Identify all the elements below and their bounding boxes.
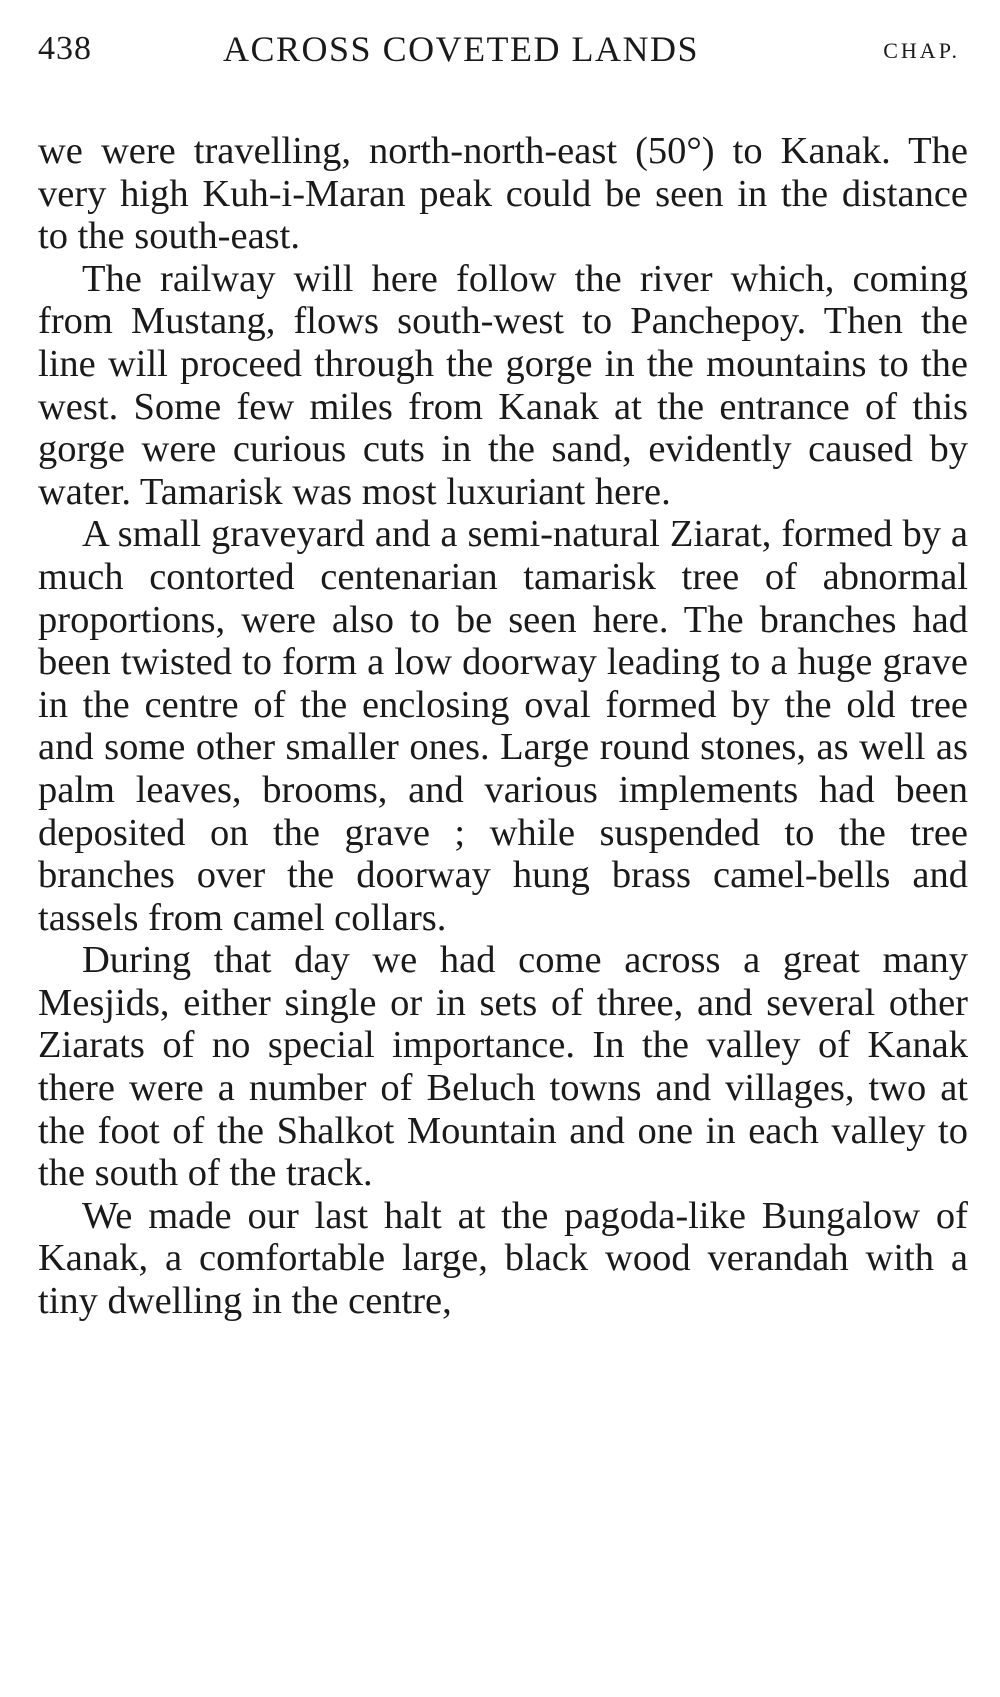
paragraph: During that day we had come across a great many Mesjids, either single or in sets of three, and several other Ziarats of no special importance. In the valley of Kanak there were a number of Beluch towns and villages, two at the foot of the Shalkot Mountain and one in each valley to the south of the track.	[38, 939, 968, 1195]
paragraph-continued: we were travelling, north-north-east (50°) to Kanak. The very high Kuh-i-Maran peak could be seen in the distance to the south-east.	[38, 130, 968, 258]
book-page	[38, 28, 968, 1323]
running-title: ACROSS COVETED LANDS	[223, 29, 700, 69]
running-header	[38, 28, 968, 78]
page-number: 438	[38, 30, 92, 67]
paragraph: We made our last halt at the pagoda-like Bungalow of Kanak, a comfortable large, black wood verandah with a tiny dwelling in the centre,	[38, 1194, 968, 1323]
chapter-mark: CHAP.	[883, 38, 960, 63]
body-text	[38, 130, 968, 1323]
paragraph: The railway will here follow the river which, coming from Mustang, flows south-west to Panchepoy. Then the line will proceed through the gorge in the mountains to the west. Some few miles from Kanak at the entrance of this gorge were curious cuts in the sand, evidently caused by water. Tamarisk was most luxuriant here.	[38, 257, 968, 513]
paragraph: A small graveyard and a semi-natural Ziarat, formed by a much contorted centenarian tamarisk tree of abnormal proportions, were also to be seen here. The branches had been twisted to form a low doorway leading to a huge grave in the centre of the enclosing oval formed by the old tree and some other smaller ones. Large round stones, as well as palm leaves, brooms, and various implements had been deposited on the grave ; while suspended to the tree branches over the doorway hung brass camel-bells and tassels from camel collars.	[38, 513, 968, 939]
